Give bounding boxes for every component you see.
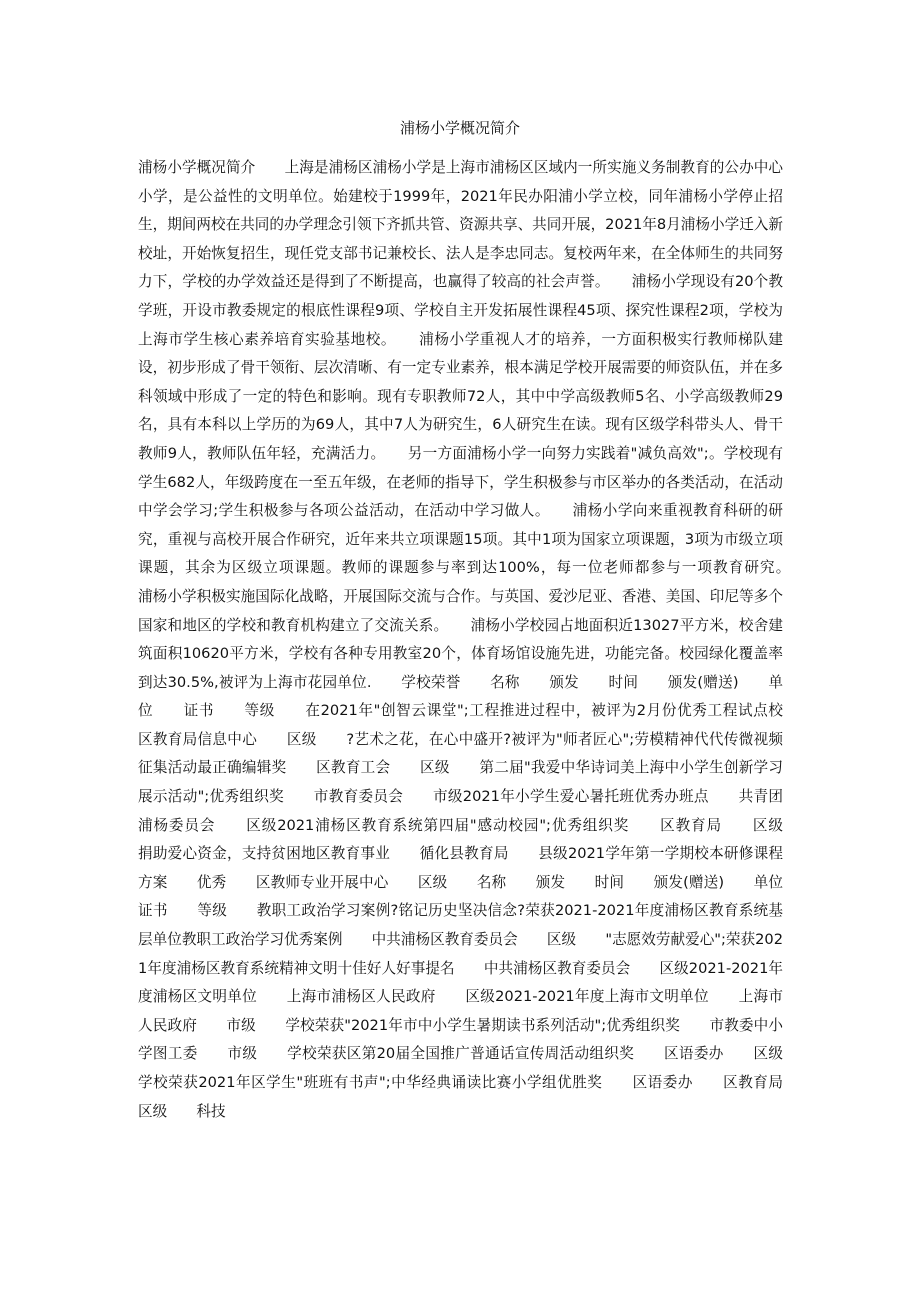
document-body-text: 浦杨小学概况简介 上海是浦杨区浦杨小学是上海市浦杨区区域内一所实施义务制教育的公办中心小学，是公益性的文明单位。始建校于1999年，2021年民办阳浦小学立校，同年浦杨小学停止招生，期间两校在共同的办学理念引领下齐抓共管、资源共享、共同开展，2021年8月浦杨小学迁入新校址，开始恢复招生，现任党支部书记兼校长、法人是李忠同志。复校两年来，在全体师生的共同努力下，学校的办学效益还是得到了不断提高，也赢得了较高的社会声誉。 浦杨小学现设有20个教学班，开设市教委规定的根底性课程9项、学校自主开发拓展性课程45项、探究性课程2项，学校为上海市学生核心素养培育实验基地校。 浦杨小学重视人才的培养，一方面积极实行教师梯队建设，初步形成了骨干领衔、层次清晰、有一定专业素养，根本满足学校开展需要的师资队伍，并在多科领域中形成了一定的特色和影响。现有专职教师72人，其中中学高级教师5名、小学高级教师29名，具有本科以上学历的为69人，其中7人为研究生，6人研究生在读。现有区级学科带头人、骨干教师9人，教师队伍年轻，充满活力。 另一方面浦杨小学一向努力实践着"减负高效";。学校现有学生682人，年级跨度在一至五年级，在老师的指导下，学生积极参与市区举办的各类活动，在活动中学会学习;学生积极参与各项公益活动，在活动中学习做人。 浦杨小学向来重视教育科研的研究，重视与高校开展合作研究，近年来共立项课题15项。其中1项为国家立项课题，3项为市级立项课题，其余为区级立项课题。教师的课题参与率到达100%，每一位老师都参与一项教育研究。 浦杨小学积极实施国际化战略，开展国际交流与合作。与英国、爱沙尼亚、香港、美国、印尼等多个国家和地区的学校和教育机构建立了交流关系。 浦杨小学校园占地面积近13027平方米，校舍建筑面积10620平方米，学校有各种专用教室20个，体育场馆设施先进，功能完备。校园绿化覆盖率到达30.5%,被评为上海市花园单位. 学校荣誉 名称 颁发 时间 颁发(赠送) 单位 证书 等级 在2021年"创智云课堂";工程推进过程中，被评为2月份优秀工程试点校 区教育局信息中心 区级 ?艺术之花，在心中盛开?被评为"师者匠心";劳模精神代代传微视频征集活动最正确编辑奖 区教育工会 区级 第二届"我爱中华诗词美上海中小学生创新学习展示活动";优秀组织奖 市教育委员会 市级2021年小学生爱心暑托班优秀办班点 共青团浦杨委员会 区级2021浦杨区教育系统第四届"感动校园";优秀组织奖 区教育局 区级 捐助爱心资金，支持贫困地区教育事业 循化县教育局 县级2021学年第一学期校本研修课程方案 优秀 区教师专业开展中心 区级 名称 颁发 时间 颁发(赠送) 单位 证书 等级 教职工政治学习案例?铭记历史坚决信念?荣获2021-2021年度浦杨区教育系统基层单位教职工政治学习优秀案例 中共浦杨区教育委员会 区级 "志愿效劳献爱心";荣获2021年度浦杨区教育系统精神文明十佳好人好事提名 中共浦杨区教育委员会 区级2021-2021年度浦杨区文明单位 上海市浦杨区人民政府 区级2021-2021年度上海市文明单位 上海市人民政府 市级 学校荣获"2021年市中小学生暑期读书系列活动";优秀组织奖 市教委中小学图工委 市级 学校荣获区第20届全国推广普通话宣传周活动组织奖 区语委办 区级 学校荣获2021年区学生"班班有书声";中华经典诵读比赛小学组优胜奖 区语委办 区教育局 区级 科技 xyxy=(138,159,813,1120)
document-title: 浦杨小学概况简介 xyxy=(399,119,520,137)
